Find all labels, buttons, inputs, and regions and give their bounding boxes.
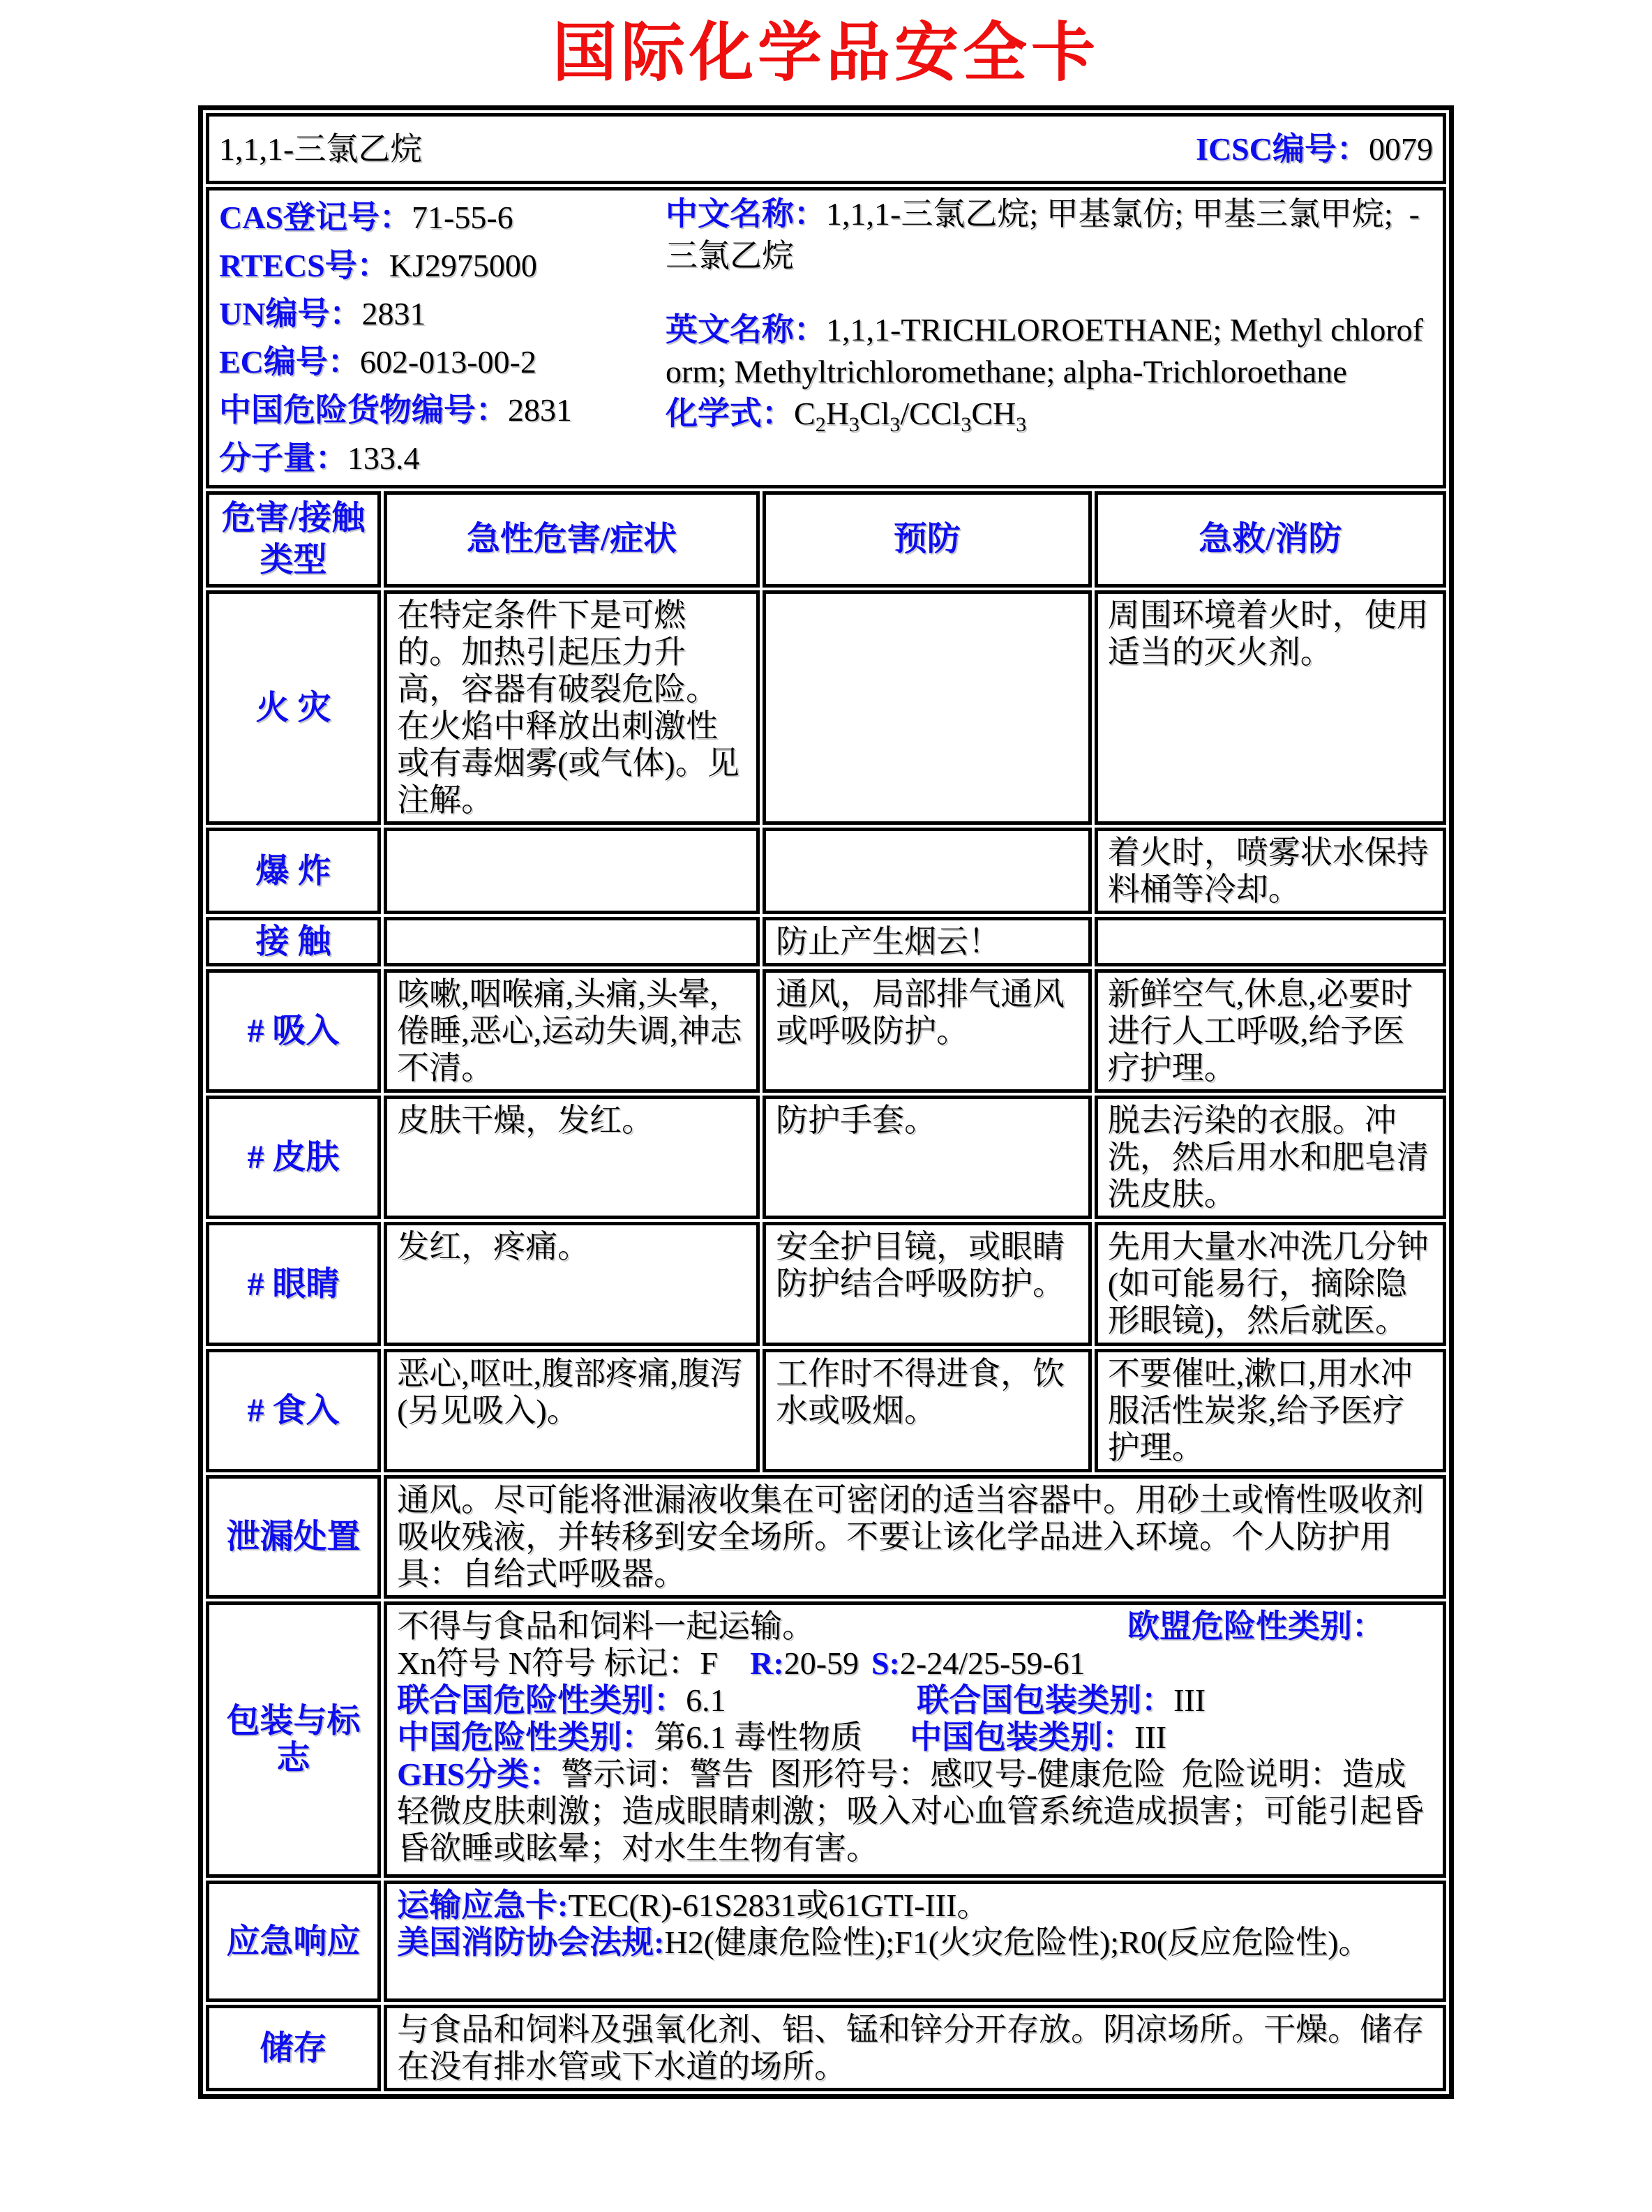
cn-pack-group [910,1719,1166,1755]
un-number-label: UN编号： [219,296,362,332]
packaging-ghs-line [397,1756,1433,1867]
packaging-cn-line [397,1719,1433,1756]
identifiers-cell [206,187,1446,488]
transport-emergency-card-value: TEC(R)-61S2831或61GTI-III。 [568,1888,989,1924]
table-row-ingestion [206,1349,1446,1472]
contact-prevention-cell: 防止产生烟云！ [763,917,1092,966]
inhalation-prevention-cell: 通风，局部排气通风或呼吸防护。 [763,969,1092,1093]
emergency-content-cell [384,1881,1446,2002]
eyes-prevention-cell: 安全护目镜，或眼睛防护结合呼吸防护。 [763,1222,1092,1346]
column-header-prevention: 预防 [763,491,1092,588]
column-header-symptoms: 急性危害/症状 [384,491,760,588]
icsc-number [1196,130,1433,167]
symbols-marks: Xn符号 N符号 标记：F [397,1645,719,1682]
column-header-type-line1: 危害/接触 [221,500,366,537]
eyes-symptoms-cell: 发红，疼痛。 [384,1222,760,1346]
name-row [206,113,1446,184]
cn-hazard-class-label: 中国危险性类别： [397,1719,654,1756]
ec-number-line [219,338,666,386]
cas-number-line [219,193,666,241]
table-row-emergency [206,1881,1446,2002]
ingestion-prevention-cell: 工作时不得进食，饮水或吸烟。 [763,1349,1092,1472]
chinese-name-label: 中文名称： [666,196,826,232]
table-row-explosion [206,828,1446,914]
inhalation-symptoms-cell: 咳嗽,咽喉痛,头痛,头晕,倦睡,恶心,运动失调,神志不清。 [384,969,760,1093]
molecular-weight-line [219,434,666,482]
un-hazard-class-value: 6.1 [686,1682,726,1719]
spill-content-cell: 通风。尽可能将泄漏液收集在可密闭的适当容器中。用砂土或惰性吸收剂吸收残液，并转移到安全场所。不要让该化学品进入环境。个人防护用具：自给式呼吸器。 [384,1475,1446,1599]
ingestion-symptoms-cell: 恶心,呕吐,腹部疼痛,腹泻(另见吸入)。 [384,1349,760,1472]
registry-numbers-block [219,193,666,482]
storage-row-label: 储存 [206,2005,381,2091]
skin-response-cell: 脱去污染的衣服。冲洗，然后用水和肥皂清洗皮肤。 [1095,1096,1446,1219]
un-number-line [219,290,666,338]
column-header-response: 急救/消防 [1095,491,1446,588]
cn-pack-group-label: 中国包装类别： [910,1719,1135,1756]
packaging-un-line [397,1682,1433,1719]
molecular-weight-value: 133.4 [347,440,420,477]
chemical-name-cell [206,113,1446,184]
molecular-weight-label: 分子量： [219,440,347,477]
table-row-fire [206,590,1446,825]
cas-number-label: CAS登记号： [219,200,412,236]
explosion-symptoms-cell [384,828,760,914]
r-phrase-value: 20-59 [783,1645,859,1682]
chinese-name-value: 1,1,1-三氯乙烷; 甲基氯仿; 甲基三氯甲烷; -三氯乙烷 [666,196,1420,274]
ingestion-response-cell: 不要催吐,漱口,用水冲服活性炭浆,给予医疗护理。 [1095,1349,1446,1472]
spill-row-label: 泄漏处置 [206,1475,381,1599]
formula-line [666,393,1433,435]
china-dg-number-value: 2831 [508,392,572,428]
transport-emergency-card-label: 运输应急卡: [397,1888,569,1924]
english-name-line [666,309,1433,393]
cn-hazard-class [397,1719,910,1756]
nfpa-code-value: H2(健康危险性);F1(火灾危险性);R0(反应危险性)。 [664,1925,1371,1961]
rtecs-number-value: KJ2975000 [389,248,537,284]
rtecs-number-line [219,241,666,290]
un-pack-group-label: 联合国包装类别： [917,1682,1174,1719]
packaging-row-label: 包装与标志 [206,1601,381,1878]
un-number-value: 2831 [361,296,426,332]
icsc-card-table [198,105,1454,2099]
storage-content-cell: 与食品和饲料及强氧化剂、铝、锰和锌分开存放。阴凉场所。干燥。储存在没有排水管或下水道的场所。 [384,2005,1446,2091]
explosion-prevention-cell [763,828,1092,914]
table-row-contact [206,917,1446,966]
skin-prevention-cell: 防护手套。 [763,1096,1092,1219]
packaging-content-cell [384,1601,1446,1878]
icsc-number-label: ICSC编号： [1196,130,1369,167]
un-hazard-class [397,1682,917,1719]
english-name-label: 英文名称： [666,312,826,348]
packaging-transport-line [397,1608,1433,1645]
fire-prevention-cell [763,590,1092,825]
names-block [666,193,1433,482]
un-pack-group-value: III [1173,1682,1206,1719]
china-dg-number-label: 中国危险货物编号： [219,392,508,428]
chemical-formula: $C_2H_3Cl_3/CCl_3CH_3$ [794,396,1027,437]
eyes-response-cell: 先用大量水冲洗几分钟(如可能易行，摘除隐形眼镜)，然后就医。 [1095,1222,1446,1346]
table-row-storage [206,2005,1446,2091]
ec-number-value: 602-013-00-2 [359,344,536,380]
un-pack-group [917,1682,1206,1718]
column-header-type-line2: 类型 [260,541,327,579]
transport-emergency-card-line [397,1887,1433,1924]
s-phrase-label: S: [871,1645,900,1682]
explosion-response-cell: 着火时，喷雾状水保持料桶等冷却。 [1095,828,1446,914]
inhalation-row-label: # 吸入 [206,969,381,1093]
table-row-skin [206,1096,1446,1219]
skin-symptoms-cell: 皮肤干燥，发红。 [384,1096,760,1219]
contact-response-cell [1095,917,1446,966]
table-row-spill [206,1475,1446,1599]
english-name-value: 1,1,1-TRICHLOROETHANE; Methyl chloroform; Methyltrichloromethane; alpha-Trichloroethane [666,312,1423,390]
contact-symptoms-cell [384,917,760,966]
explosion-row-label: 爆 炸 [206,828,381,914]
ingestion-row-label: # 食入 [206,1349,381,1472]
fire-symptoms-cell: 在特定条件下是可燃的。加热引起压力升高，容器有破裂危险。在火焰中释放出刺激性或有毒烟雾(或气体)。见注解。 [384,590,760,825]
nfpa-code-line [397,1924,1433,1961]
cn-pack-group-value: III [1134,1719,1167,1756]
fire-row-label: 火 灾 [206,590,381,825]
s-phrase-value: 2-24/25-59-61 [899,1645,1086,1682]
eyes-row-label: # 眼睛 [206,1222,381,1346]
ghs-class-label: GHS分类： [397,1756,562,1793]
table-row-eyes [206,1222,1446,1346]
contact-row-label: 接 触 [206,917,381,966]
inhalation-response-cell: 新鲜空气,休息,必要时进行人工呼吸,给予医疗护理。 [1095,969,1446,1093]
eu-hazard-class-label: 欧盟危险性类别： [1127,1608,1384,1645]
chemical-name: 1,1,1-三氯乙烷 [219,130,423,167]
cn-hazard-class-value: 第6.1 毒性物质 [654,1719,863,1756]
info-row [206,187,1446,488]
table-row-packaging [206,1601,1446,1878]
cas-number-value: 71-55-6 [412,200,513,236]
emergency-row-label: 应急响应 [206,1881,381,2002]
packaging-symbols-line [397,1645,1433,1682]
page-title: 国际化学品安全卡 [552,17,1099,89]
china-dg-number-line [219,386,666,434]
fire-response-cell: 周围环境着火时，使用适当的灭火剂。 [1095,590,1446,825]
ghs-class-value: 警示词：警告 图形符号：感叹号-健康危险 危险说明：造成轻微皮肤刺激；造成眼睛刺激；吸入对心血管系统造成损害；可能引起昏昏欲睡或眩晕；对水生生物有害。 [397,1756,1425,1867]
hazard-header-row [206,491,1446,588]
formula-label: 化学式： [666,396,794,432]
column-header-type [206,491,381,588]
skin-row-label: # 皮肤 [206,1096,381,1219]
un-hazard-class-label: 联合国危险性类别： [397,1682,686,1719]
chinese-name-line [666,193,1433,277]
r-phrase-label: R: [750,1645,784,1682]
table-row-inhalation [206,969,1446,1093]
nfpa-code-label: 美国消防协会法规: [397,1925,665,1961]
rtecs-number-label: RTECS号： [219,248,389,284]
transport-note: 不得与食品和饲料一起运输。 [397,1608,815,1645]
ec-number-label: EC编号： [219,344,360,380]
icsc-number-value: 0079 [1369,130,1433,167]
